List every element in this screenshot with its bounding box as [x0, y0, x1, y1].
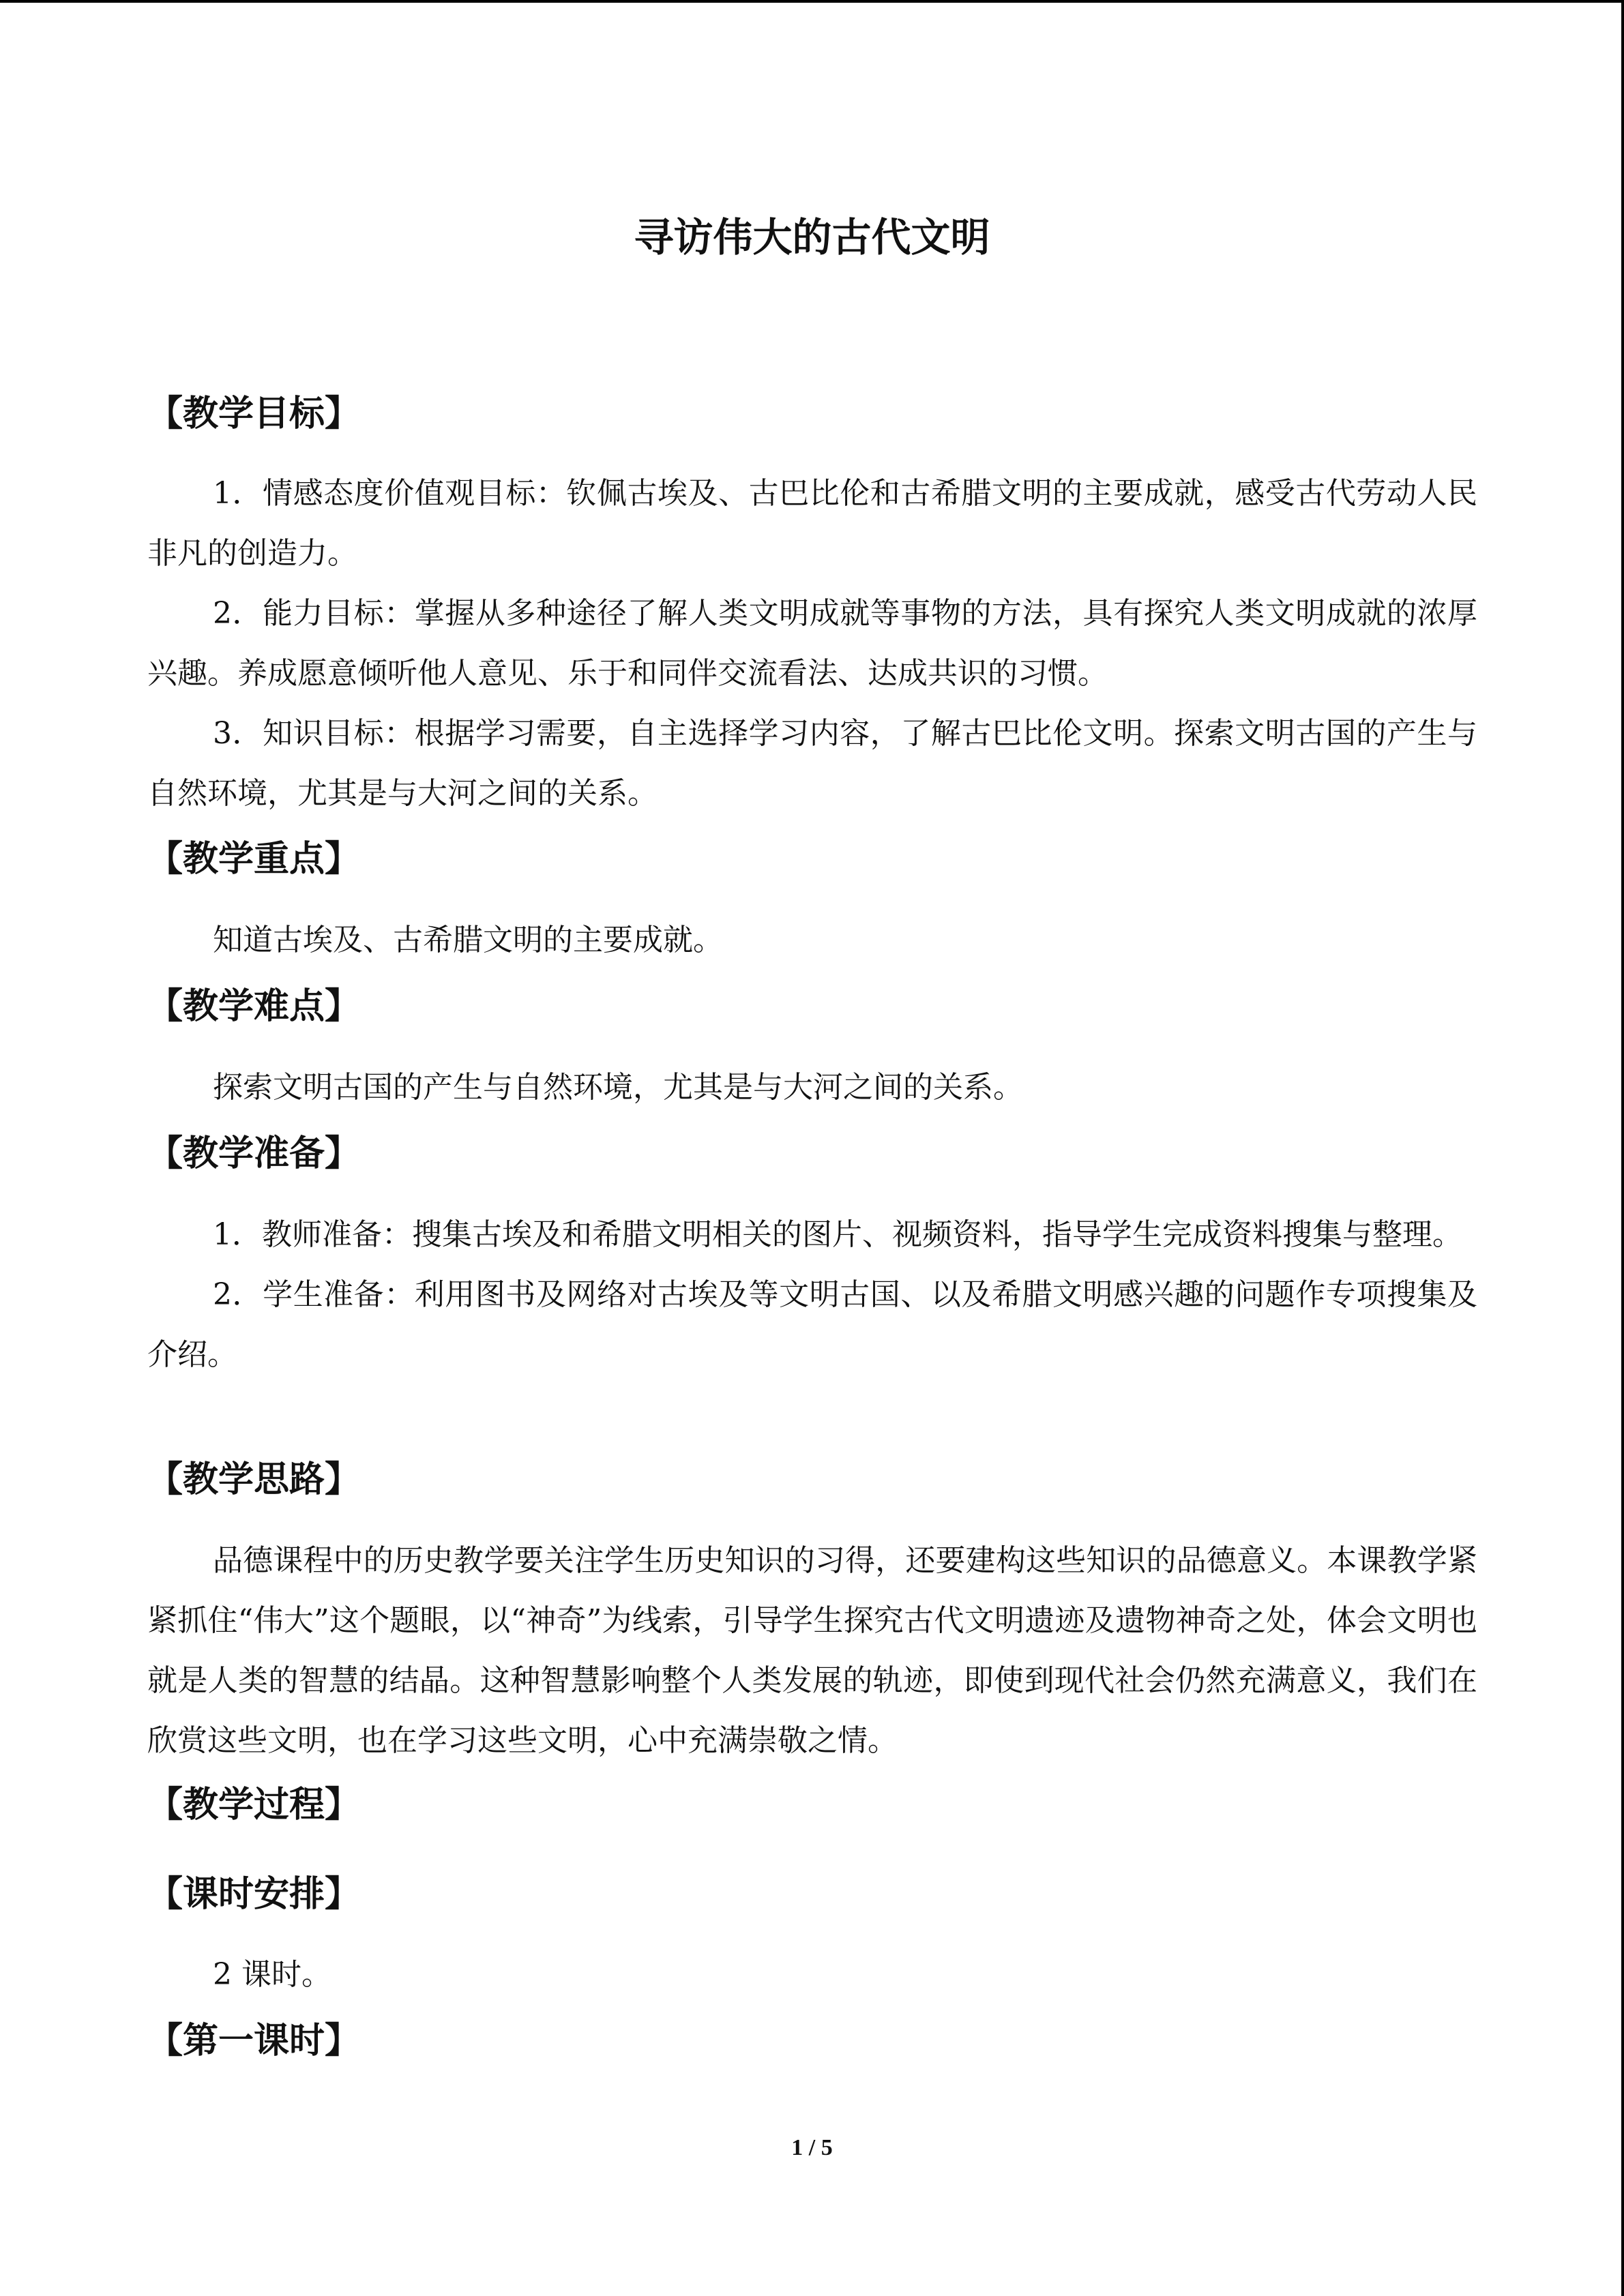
approach-paragraph: 品德课程中的历史教学要关注学生历史知识的习得，还要建构这些知识的品德意义。本课教学紧紧抓住“伟大”这个题眼，以“神奇”为线索，引导学生探究古代文明遗迹及遗物神奇之处，体会文明也就是人类的智慧的结晶。这种智慧影响整个人类发展的轨迹，即使到现代社会仍然充满意义，我们在欣赏这些文明，也在学习这些文明，心中充满崇敬之情。 — [147, 1543, 1477, 1758]
section-objectives — [147, 387, 1477, 441]
section-heading-schedule: 【课时安排】 — [147, 1874, 361, 1915]
approach-body — [147, 1531, 1477, 1771]
section-heading-process: 【教学过程】 — [147, 1785, 361, 1825]
difficulties-paragraph: 探索文明古国的产生与自然环境，尤其是与大河之间的关系。 — [213, 1070, 1023, 1105]
preparation-paragraph-2: 2．学生准备：利用图书及网络对古埃及等文明古国、以及希腊文明感兴趣的问题作专项搜集及介绍。 — [147, 1277, 1477, 1372]
section-schedule — [147, 1867, 1477, 1922]
section-difficulties — [147, 979, 1477, 1034]
key-points-paragraph: 知道古埃及、古希腊文明的主要成就。 — [213, 923, 723, 957]
section-heading-preparation: 【教学准备】 — [147, 1133, 361, 1174]
schedule-body — [147, 1945, 1477, 2005]
section-preparation — [147, 1127, 1477, 1181]
key-points-body — [147, 910, 1477, 970]
section-heading-objectives: 【教学目标】 — [147, 393, 361, 434]
preparation-body — [147, 1205, 1477, 1385]
page-number: 1 / 5 — [791, 2135, 833, 2160]
objective-paragraph-3: 3．知识目标：根据学习需要，自主选择学习内容，了解古巴比伦文明。探索文明古国的产生与自然环境，尤其是与大河之间的关系。 — [147, 716, 1477, 811]
schedule-paragraph: 2 课时。 — [213, 1957, 331, 1992]
objective-paragraph-2: 2．能力目标：掌握从多种途径了解人类文明成就等事物的方法，具有探究人类文明成就的浓厚兴趣。养成愿意倾听他人意见、乐于和同伴交流看法、达成共识的习惯。 — [147, 596, 1477, 691]
section-approach — [147, 1452, 1477, 1507]
section-process — [147, 1778, 1477, 1832]
section-key-points — [147, 832, 1477, 886]
objectives-body — [147, 464, 1477, 824]
section-heading-first-lesson: 【第一课时】 — [147, 2021, 361, 2061]
preparation-paragraph-1: 1．教师准备：搜集古埃及和希腊文明相关的图片、视频资料，指导学生完成资料搜集与整理。 — [213, 1217, 1462, 1252]
section-heading-approach: 【教学思路】 — [147, 1459, 361, 1500]
section-heading-key-points: 【教学重点】 — [147, 839, 361, 880]
section-heading-difficulties: 【教学难点】 — [147, 986, 361, 1027]
difficulties-body — [147, 1058, 1477, 1118]
section-first-lesson — [147, 2014, 1477, 2068]
document-title: 寻访伟大的古代文明 — [634, 214, 990, 260]
objective-paragraph-1: 1．情感态度价值观目标：钦佩古埃及、古巴比伦和古希腊文明的主要成就，感受古代劳动人民非凡的创造力。 — [147, 476, 1477, 571]
